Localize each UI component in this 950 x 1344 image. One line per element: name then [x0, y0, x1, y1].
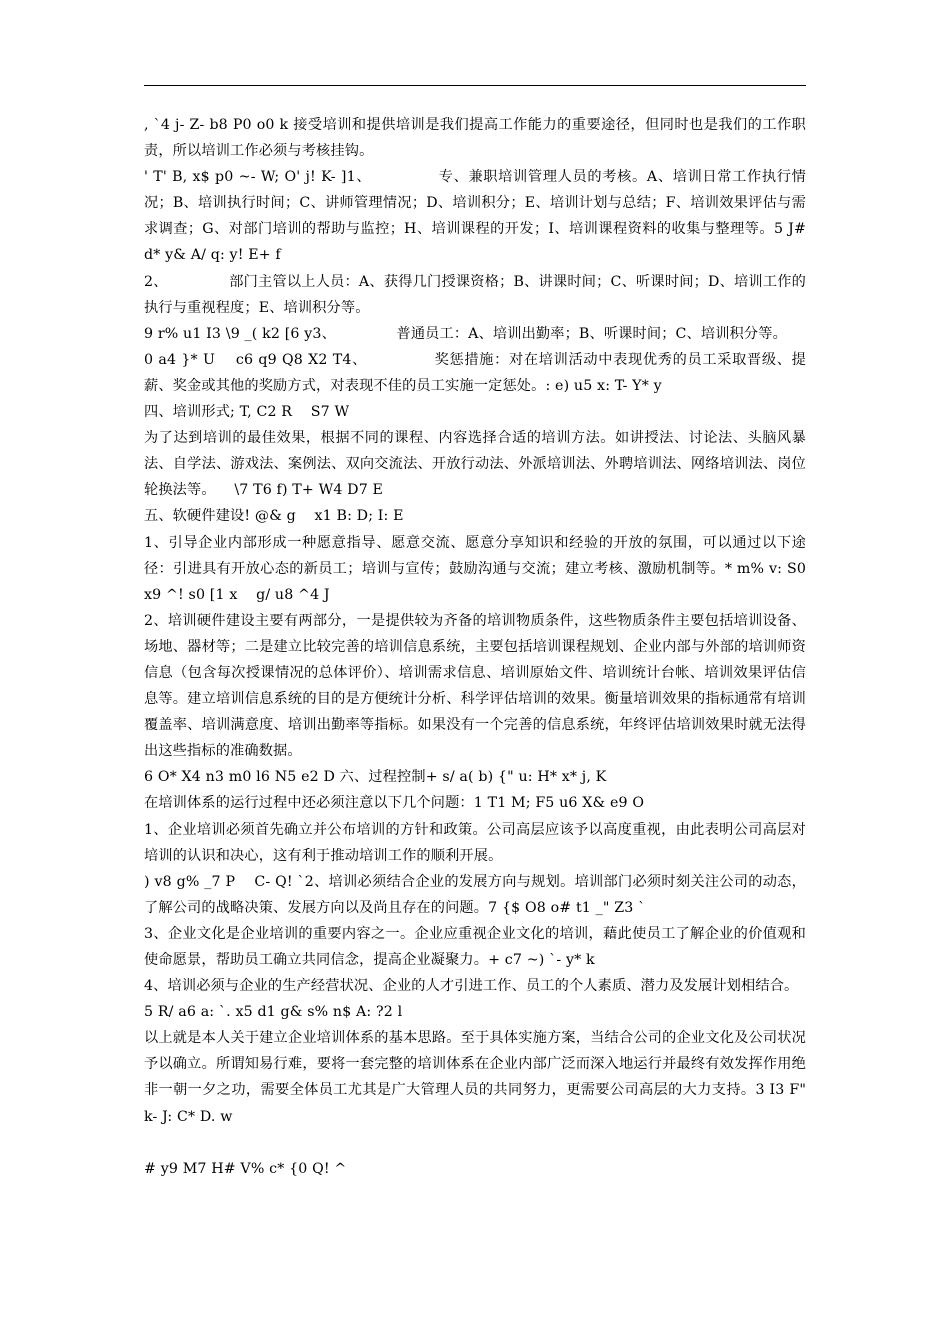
paragraph-intro: , `4 j- Z- b8 P0 o0 k 接受培训和提供培训是我们提高工作能力的重要途径，但同时也是我们的工作职责，所以培训工作必须与考核挂钩。 [144, 117, 806, 160]
paragraph-infrastructure-1: 1、引导企业内部形成一种愿意指导、愿意交流、愿意分享知识和经验的开放的氛围，可以通过以下途径：引进具有开放心态的新员工；培训与宣传；鼓励沟通与交流；建立考核、激励机制等。* m% v: S0 x9 ^! s0 [1 x g/ u8 ^4 J [144, 534, 811, 603]
paragraph-assessment-2: 2、 部门主管以上人员：A、获得几门授课资格；B、讲课时间；C、听课时间；D、培训工作的执行与重视程度；E、培训积分等。 [144, 273, 806, 316]
section-heading-process-control: 6 O* X4 n3 m0 l6 N5 e2 D 六、过程控制+ s/ a( b) {" u: H* x* j, K [144, 769, 607, 786]
paragraph-infrastructure-2: 2、培训硬件建设主要有两部分，一是提供较为齐备的培训物质条件，这些物质条件主要包括培训设备、场地、器材等；二是建立比较完善的培训信息系统，主要包括培训课程规划、企业内部与外部的培训师资信息（包含每次授课情况的总体评价）、培训需求信息、培训原始文件、培训统计台帐、培训效果评估信息等。建立培训信息系统的目的是方便统计分析、科学评估培训的效果。衡量培训效果的指标通常有培训覆盖率、培训满意度、培训出勤率等指标。如果没有一个完善的信息系统，年终评估培训效果时就无法得出这些指标的准确数据。 [144, 612, 806, 760]
section-heading-training-forms: 四、培训形式; T, C2 R S7 W [144, 404, 350, 421]
document-body [144, 112, 811, 1182]
paragraph-process-3: 3、企业文化是企业培训的重要内容之一。企业应重视企业文化的培训，藉此使员工了解企业的价值观和使命愿景，帮助员工确立共同信念，提高企业凝聚力。+ c7 ~) `- y* k [144, 925, 806, 968]
paragraph-assessment-1: ' T' B, x$ p0 ~- W; O' j! K- ]1、 专、兼职培训管理人员的考核。A、培训日常工作执行情况；B、培训执行时间；C、讲师管理情况；D、培训积分；E、培训计划与总结；F、培训效果评估与需求调查；G、对部门培训的帮助与监控；H、培训课程的开发；I、培训课程资料的收集与整理等。5 J# d* y& A/ q: y! E+ f [144, 169, 811, 264]
section-heading-infrastructure: 五、软硬件建设! @& g x1 B: D; I: E [144, 508, 404, 525]
header-rule [144, 85, 806, 86]
paragraph-training-methods: 为了达到培训的最佳效果，根据不同的课程、内容选择合适的培训方法。如讲授法、讨论法、头脑风暴法、自学法、游戏法、案例法、双向交流法、开放行动法、外派培训法、外聘培训法、网络培训法、岗位轮换法等。 \7 T6 f) T+ W4 D7 E [144, 430, 806, 499]
paragraph-process-4: 4、培训必须与企业的生产经营状况、企业的人才引进工作、员工的个人素质、潜力及发展计划相结合。 [144, 978, 799, 995]
paragraph-process-2: ) v8 g% _7 P C- Q! `2、培训必须结合企业的发展方向与规划。培训部门必须时刻关注公司的动态，了解公司的战略决策、发展方向以及尚且存在的问题。7 {$ O8 o# t1 _" Z3 ` [144, 873, 806, 916]
paragraph-trailing-line: # y9 M7 H# V% c* {0 Q! ^ [144, 1160, 347, 1177]
paragraph-assessment-3: 9 r% u1 I3 \9 _( k2 [6 y3、 普通员工：A、培训出勤率；B、听课时间；C、培训积分等。 [144, 325, 787, 342]
paragraph-conclusion: 以上就是本人关于建立企业培训体系的基本思路。至于具体实施方案，当结合公司的企业文化及公司状况予以确立。所谓知易行难，要将一套完整的培训体系在企业内部广泛而深入地运行并最终有效发挥作用绝非一朝一夕之功，需要全体员工尤其是广大管理人员的共同努力，更需要公司高层的大力支持。3 I3 F" k- J: C* D. w [144, 1030, 811, 1125]
paragraph-assessment-4: 0 a4 }* U c6 q9 Q8 X2 T4、 奖惩措施：对在培训活动中表现优秀的员工采取晋级、提薪、奖金或其他的奖励方式，对表现不佳的员工实施一定惩处。: e) u5 x: T- Y* y [144, 351, 806, 394]
paragraph-noise-line: 5 R/ a6 a: `. x5 d1 g& s% n$ A: ?2 l [144, 1004, 403, 1021]
paragraph-process-intro: 在培训体系的运行过程中还必须注意以下几个问题：1 T1 M; F5 u6 X& e9 O [144, 795, 645, 812]
paragraph-process-1: 1、企业培训必须首先确立并公布培训的方针和政策。公司高层应该予以高度重视，由此表明公司高层对培训的认识和决心，这有利于推动培训工作的顺利开展。 [144, 821, 806, 864]
